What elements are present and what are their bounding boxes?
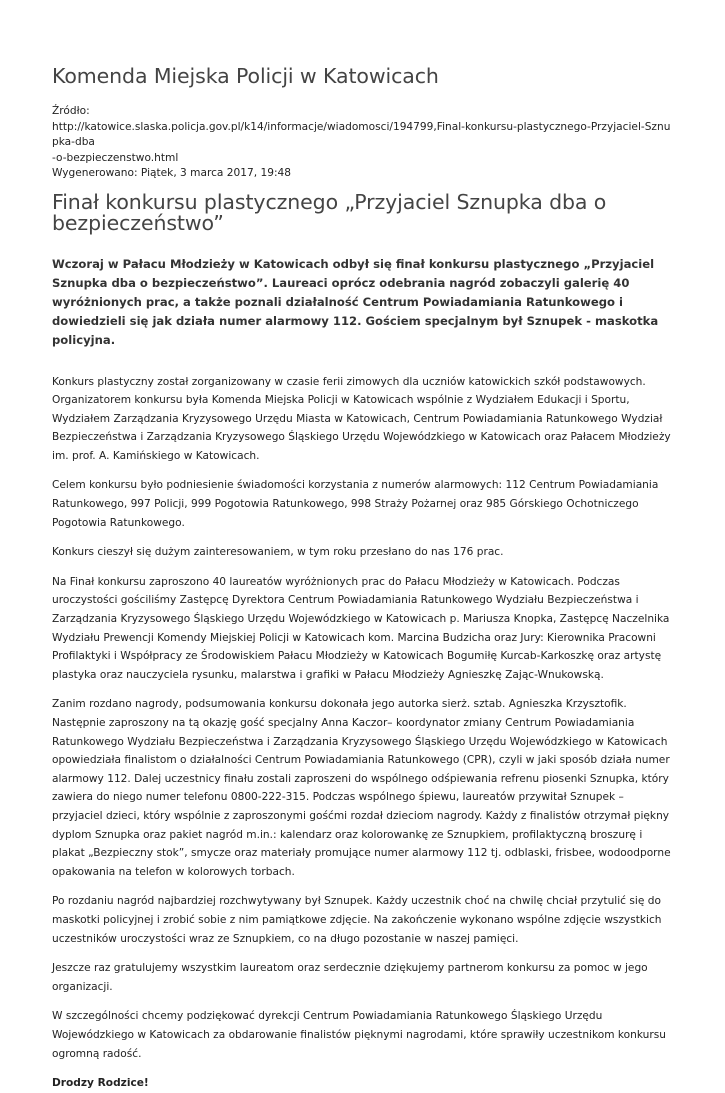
source-url-line1: http://katowice.slaska.policja.gov.pl/k14/informacje/wiadomosci/194799,Final-konkursu-plastycznego-Przyjaciel-Sznupka-dba <box>52 120 671 148</box>
article-lead: Wczoraj w Pałacu Młodzieży w Katowicach odbył się finał konkursu plastycznego „Przyjaciel Sznupka dba o bezpieczeństwo”. Laureaci oprócz odebrania nagród zobaczyli galerię 40 wyróżnionych prac, a także poznali działalność Centrum Powiadamiania Ratunkowego i dowiedzieli się jak działa numer alarmowy 112. Gościem specjalnym był Sznupek - maskotka policyjna. <box>52 256 659 347</box>
source-url-line2: -o-bezpieczenstwo.html <box>52 151 179 164</box>
article-paragraph: Celem konkursu było podniesienie świadomości korzystania z numerów alarmowych: 112 Centrum Powiadamiania Ratunkowego, 997 Policji, 999 Pogotowia Ratunkowego, 998 Straży Pożarnej oraz 985 Górskiego Ochotniczego Pogotowia Ratunkowego. <box>52 479 659 529</box>
article-paragraph: Zanim rozdano nagrody, podsumowania konkursu dokonała jego autorka sierż. sztab. Agnieszka Krzysztofik. Następnie zaproszony na tą okazję gość specjalny Anna Kaczor– koordynator zmiany Centrum Powiadamiania Ratunkowego Wydziału Bezpieczeństwa i Zarządzania Kryzysowego Śląskiego Urzędu Wojewódzkiego w Katowicach opowiedziała finalistom o działalności Centrum Powiadamiania Ratunkowego (CPR), czyli w jaki sposób działa numer alarmowy 112. Dalej uczestnicy finału zostali zaproszeni do wspólnego odśpiewania refrenu piosenki Sznupka, który zawiera do niego numer telefonu 0800-222-315. Podczas wspólnego śpiewu, laureatów przywitał Sznupek – przyjaciel dzieci, który wspólnie z zaproszonymi gośćmi rozdał dzieciom nagrody. Każdy z finalistów otrzymał piękny dyplom Sznupka oraz pakiet nagród m.in.: kalendarz oraz kolorowankę ze Sznupkiem, profilaktyczną broszurę i plakat „Bezpieczny stok”, smycze oraz materiały promujące numer alarmowy 112 tj. odblaski, frisbee, wodoodporne opakowania na telefon w kolorowych torbach. <box>52 698 671 878</box>
article-paragraph: Jeszcze raz gratulujemy wszystkim laureatom oraz serdecznie dziękujemy partnerom konkursu za pomoc w jego organizacji. <box>52 962 648 993</box>
article-paragraph: W szczególności chcemy podziękować dyrekcji Centrum Powiadamiania Ratunkowego Śląskiego Urzędu Wojewódzkiego w Katowicach za obdarowanie finalistów pięknymi nagrodami, które sprawiły uczestnikom konkursu ogromną radość. <box>52 1010 666 1060</box>
article-paragraph: Po rozdaniu nagród najbardziej rozchwytywany był Sznupek. Każdy uczestnik choć na chwilę chciał przytulić się do maskotki policyjnej i zrobić sobie z nim pamiątkowe zdjęcie. Na zakończenie wykonano wspólne zdjęcie wszystkich uczestników uroczystości wraz ze Sznupkiem, co na długo pozostanie w naszej pamięci. <box>52 895 662 945</box>
generated-timestamp: Wygenerowano: Piątek, 3 marca 2017, 19:48 <box>52 167 292 179</box>
article-paragraph: Konkurs cieszył się dużym zainteresowaniem, w tym roku przesłano do nas 176 prac. <box>52 546 504 559</box>
site-title: Komenda Miejska Policji w Katowicach <box>52 64 439 88</box>
article-paragraph: Konkurs plastyczny został zorganizowany w czasie ferii zimowych dla uczniów katowickich szkół podstawowych. Organizatorem konkursu była Komenda Miejska Policji w Katowicach wspólnie z Wydziałem Edukacji i Sportu, Wydziałem Zarządzania Kryzysowego Urzędu Miasta w Katowicach, Centrum Powiadamiania Ratunkowego Wydział Bezpieczeństwa i Zarządzania Kryzysowego Śląskiego Urzędu Wojewódzkiego w Katowicach oraz Pałacem Młodzieży im. prof. A. Kamińskiego w Katowicach. <box>52 375 671 462</box>
article-title: Finał konkursu plastycznego „Przyjaciel Sznupka dba o bezpieczeństwo” <box>52 189 607 235</box>
source-label: Źródło: <box>52 105 90 117</box>
article-paragraph: Na Finał konkursu zaproszono 40 laureatów wyróżnionych prac do Pałacu Młodzieży w Katowicach. Podczas uroczystości gościliśmy Zastępcę Dyrektora Centrum Powiadamiania Ratunkowego Wydziału Bezpieczeństwa i Zarządzania Kryzysowego Śląskiego Urzędu Wojewódzkiego w Katowicach p. Mariusza Knopka, Zastępcę Naczelnika Wydziału Prewencji Komendy Miejskiej Policji w Katowicach kom. Marcina Budzicha oraz Jury: Kierownika Pracowni Profilaktyki i Współpracy ze Środowiskiem Pałacu Młodzieży w Katowicach Bogumiłę Kurcab-Karkoszkę oraz artystę plastyka oraz nauczyciela rysunku, malarstwa i grafiki w Pałacu Młodzieży Agnieszkę Zając-Wnukowską. <box>52 575 670 681</box>
closing-salutation: Drodzy Rodzice! <box>52 1077 149 1090</box>
document-meta <box>52 104 673 182</box>
